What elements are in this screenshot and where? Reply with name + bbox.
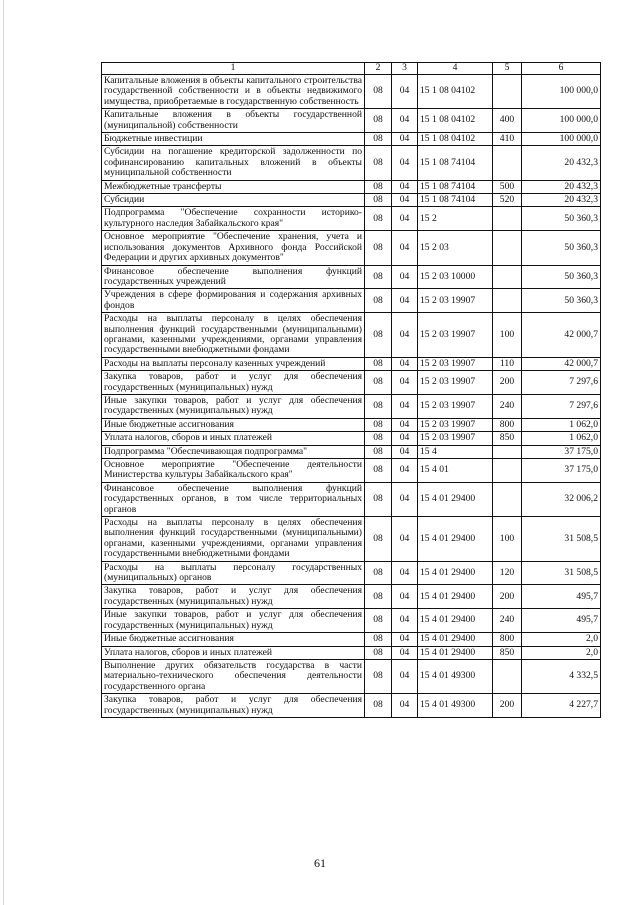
row-section: 08 — [365, 418, 392, 431]
scan-edge — [3, 0, 4, 905]
row-subsection: 04 — [392, 231, 418, 265]
row-section: 08 — [365, 561, 392, 585]
row-amount: 20 432,3 — [522, 194, 601, 207]
row-target-code: 15 1 08 04102 — [418, 109, 493, 133]
table-row — [102, 146, 601, 180]
table-row — [102, 75, 601, 109]
header-col-6: 6 — [522, 63, 601, 75]
table-row — [102, 289, 601, 313]
row-amount: 20 432,3 — [522, 180, 601, 193]
row-amount: 1 062,0 — [522, 432, 601, 445]
row-target-code: 15 1 08 74104 — [418, 194, 493, 207]
row-expense-type: 240 — [493, 394, 522, 418]
row-expense-type: 100 — [493, 517, 522, 562]
row-amount: 50 360,3 — [522, 207, 601, 231]
row-target-code: 15 4 01 29400 — [418, 561, 493, 585]
row-expense-type: 410 — [493, 133, 522, 146]
row-expense-type: 200 — [493, 371, 522, 395]
row-target-code: 15 4 01 29400 — [418, 633, 493, 646]
row-subsection: 04 — [392, 194, 418, 207]
row-target-code: 15 4 01 29400 — [418, 646, 493, 659]
row-name: Расходы на выплаты персоналу государственных (муниципальных) органов — [102, 561, 365, 585]
row-expense-type — [493, 659, 522, 693]
table-row — [102, 432, 601, 445]
row-name: Капитальные вложения в объекты государственной (муниципальной) собственности — [102, 109, 365, 133]
row-subsection: 04 — [392, 357, 418, 370]
row-amount: 50 360,3 — [522, 231, 601, 265]
row-subsection: 04 — [392, 646, 418, 659]
row-name: Капитальные вложения в объекты капитального строительства государственной собственности и в объекты недвижимого имущества, приобретаемые в государственную собственность — [102, 75, 365, 109]
row-expense-type: 200 — [493, 585, 522, 609]
row-section: 08 — [365, 146, 392, 180]
row-target-code: 15 2 03 19907 — [418, 432, 493, 445]
row-target-code: 15 2 03 19907 — [418, 289, 493, 313]
row-target-code: 15 2 03 19907 — [418, 313, 493, 358]
row-amount: 7 297,6 — [522, 371, 601, 395]
row-target-code: 15 2 03 10000 — [418, 265, 493, 289]
row-subsection: 04 — [392, 75, 418, 109]
row-name: Иные бюджетные ассигнования — [102, 633, 365, 646]
row-name: Финансовое обеспечение выполнения функций государственных органов, в том числе территориальных органов — [102, 482, 365, 516]
table-row — [102, 633, 601, 646]
row-subsection: 04 — [392, 180, 418, 193]
row-section: 08 — [365, 180, 392, 193]
header-col-5: 5 — [493, 63, 522, 75]
row-amount: 42 000,7 — [522, 357, 601, 370]
row-target-code: 15 4 01 — [418, 459, 493, 483]
row-expense-type — [493, 265, 522, 289]
table-row — [102, 659, 601, 693]
row-subsection: 04 — [392, 561, 418, 585]
row-section: 08 — [365, 75, 392, 109]
table-body — [102, 75, 601, 718]
row-expense-type — [493, 231, 522, 265]
row-expense-type — [493, 445, 522, 458]
header-col-2: 2 — [365, 63, 392, 75]
row-section: 08 — [365, 207, 392, 231]
table-row — [102, 694, 601, 718]
row-name: Учреждения в сфере формирования и содержания архивных фондов — [102, 289, 365, 313]
row-amount: 50 360,3 — [522, 289, 601, 313]
table-row — [102, 609, 601, 633]
row-expense-type: 200 — [493, 694, 522, 718]
row-subsection: 04 — [392, 109, 418, 133]
row-amount: 42 000,7 — [522, 313, 601, 358]
row-expense-type: 850 — [493, 432, 522, 445]
table-row — [102, 357, 601, 370]
header-col-3: 3 — [392, 63, 418, 75]
row-section: 08 — [365, 445, 392, 458]
row-subsection: 04 — [392, 432, 418, 445]
row-name: Субсидии на погашение кредиторской задолженности по софинансированию капитальных вложений в объекты муниципальной собственности — [102, 146, 365, 180]
row-section: 08 — [365, 459, 392, 483]
row-expense-type: 120 — [493, 561, 522, 585]
row-subsection: 04 — [392, 133, 418, 146]
row-section: 08 — [365, 659, 392, 693]
table-row — [102, 561, 601, 585]
table-row — [102, 133, 601, 146]
row-expense-type — [493, 75, 522, 109]
row-name: Иные закупки товаров, работ и услуг для обеспечения государственных (муниципальных) нужд — [102, 394, 365, 418]
row-expense-type: 800 — [493, 633, 522, 646]
table-row — [102, 394, 601, 418]
row-amount: 4 332,5 — [522, 659, 601, 693]
row-section: 08 — [365, 517, 392, 562]
row-section: 08 — [365, 109, 392, 133]
row-target-code: 15 2 — [418, 207, 493, 231]
row-expense-type: 850 — [493, 646, 522, 659]
table-row — [102, 207, 601, 231]
row-subsection: 04 — [392, 289, 418, 313]
table-row — [102, 517, 601, 562]
table-row — [102, 482, 601, 516]
row-name: Межбюджетные трансферты — [102, 180, 365, 193]
row-subsection: 04 — [392, 659, 418, 693]
row-name: Закупка товаров, работ и услуг для обеспечения государственных (муниципальных) нужд — [102, 371, 365, 395]
row-subsection: 04 — [392, 313, 418, 358]
row-target-code: 15 2 03 19907 — [418, 357, 493, 370]
row-section: 08 — [365, 194, 392, 207]
budget-table — [101, 62, 601, 718]
row-amount: 37 175,0 — [522, 459, 601, 483]
row-target-code: 15 4 — [418, 445, 493, 458]
row-name: Расходы на выплаты персоналу в целях обеспечения выполнения функций государственными (муниципальными) органами, казенными учреждениями, органами управления государственными внебюджетными фондами — [102, 313, 365, 358]
row-expense-type — [493, 289, 522, 313]
row-subsection: 04 — [392, 633, 418, 646]
row-name: Закупка товаров, работ и услуг для обеспечения государственных (муниципальных) нужд — [102, 585, 365, 609]
row-name: Субсидии — [102, 194, 365, 207]
header-col-1: 1 — [102, 63, 365, 75]
row-target-code: 15 4 01 29400 — [418, 609, 493, 633]
row-name: Подпрограмма "Обеспечивающая подпрограмма" — [102, 445, 365, 458]
row-name: Основное мероприятие "Обеспечение деятельности Министерства культуры Забайкальского края" — [102, 459, 365, 483]
row-section: 08 — [365, 432, 392, 445]
row-target-code: 15 2 03 19907 — [418, 418, 493, 431]
table-row — [102, 371, 601, 395]
row-section: 08 — [365, 609, 392, 633]
table-row — [102, 265, 601, 289]
row-target-code: 15 1 08 04102 — [418, 75, 493, 109]
row-target-code: 15 1 08 04102 — [418, 133, 493, 146]
row-expense-type: 110 — [493, 357, 522, 370]
row-name: Иные бюджетные ассигнования — [102, 418, 365, 431]
row-expense-type — [493, 459, 522, 483]
row-section: 08 — [365, 313, 392, 358]
row-section: 08 — [365, 133, 392, 146]
row-expense-type: 500 — [493, 180, 522, 193]
row-target-code: 15 4 01 29400 — [418, 517, 493, 562]
row-section: 08 — [365, 646, 392, 659]
row-target-code: 15 4 01 49300 — [418, 694, 493, 718]
row-name: Иные закупки товаров, работ и услуг для обеспечения государственных (муниципальных) нужд — [102, 609, 365, 633]
row-amount: 1 062,0 — [522, 418, 601, 431]
table-row — [102, 418, 601, 431]
row-name: Основное мероприятие "Обеспечение хранения, учета и использования документов Архивного фонда Российской Федерации и других архивных документов" — [102, 231, 365, 265]
row-name: Закупка товаров, работ и услуг для обеспечения государственных (муниципальных) нужд — [102, 694, 365, 718]
row-amount: 50 360,3 — [522, 265, 601, 289]
row-name: Финансовое обеспечение выполнения функций государственных учреждений — [102, 265, 365, 289]
row-expense-type: 400 — [493, 109, 522, 133]
table-row — [102, 313, 601, 358]
row-target-code: 15 4 01 29400 — [418, 585, 493, 609]
row-amount: 31 508,5 — [522, 561, 601, 585]
row-subsection: 04 — [392, 371, 418, 395]
row-amount: 32 006,2 — [522, 482, 601, 516]
row-expense-type — [493, 146, 522, 180]
row-expense-type: 520 — [493, 194, 522, 207]
row-target-code: 15 1 08 74104 — [418, 180, 493, 193]
table-row — [102, 194, 601, 207]
row-amount: 2,0 — [522, 633, 601, 646]
row-amount: 100 000,0 — [522, 133, 601, 146]
row-section: 08 — [365, 357, 392, 370]
row-subsection: 04 — [392, 207, 418, 231]
row-name: Бюджетные инвестиции — [102, 133, 365, 146]
row-amount: 37 175,0 — [522, 445, 601, 458]
row-expense-type: 240 — [493, 609, 522, 633]
row-section: 08 — [365, 289, 392, 313]
row-amount: 495,7 — [522, 585, 601, 609]
row-target-code: 15 4 01 29400 — [418, 482, 493, 516]
row-subsection: 04 — [392, 418, 418, 431]
row-expense-type — [493, 482, 522, 516]
row-subsection: 04 — [392, 459, 418, 483]
row-section: 08 — [365, 633, 392, 646]
header-col-4: 4 — [418, 63, 493, 75]
row-amount: 7 297,6 — [522, 394, 601, 418]
row-target-code: 15 2 03 19907 — [418, 394, 493, 418]
row-expense-type — [493, 207, 522, 231]
row-name: Уплата налогов, сборов и иных платежей — [102, 646, 365, 659]
row-subsection: 04 — [392, 394, 418, 418]
row-amount: 20 432,3 — [522, 146, 601, 180]
row-section: 08 — [365, 585, 392, 609]
table-row — [102, 646, 601, 659]
row-subsection: 04 — [392, 609, 418, 633]
table-row — [102, 445, 601, 458]
row-name: Уплата налогов, сборов и иных платежей — [102, 432, 365, 445]
row-amount: 495,7 — [522, 609, 601, 633]
row-amount: 4 227,7 — [522, 694, 601, 718]
row-section: 08 — [365, 482, 392, 516]
row-expense-type: 800 — [493, 418, 522, 431]
row-amount: 100 000,0 — [522, 109, 601, 133]
row-section: 08 — [365, 265, 392, 289]
page-number: 61 — [314, 856, 326, 870]
row-name: Расходы на выплаты персоналу в целях обеспечения выполнения функций государственными (муниципальными) органами, казенными учреждениями, органами управления государственными внебюджетными фондами — [102, 517, 365, 562]
table-row — [102, 180, 601, 193]
table-row — [102, 585, 601, 609]
row-section: 08 — [365, 394, 392, 418]
row-amount: 100 000,0 — [522, 75, 601, 109]
table-row — [102, 231, 601, 265]
row-amount: 2,0 — [522, 646, 601, 659]
row-subsection: 04 — [392, 694, 418, 718]
row-subsection: 04 — [392, 517, 418, 562]
table-row — [102, 459, 601, 483]
row-subsection: 04 — [392, 265, 418, 289]
row-subsection: 04 — [392, 482, 418, 516]
row-amount: 31 508,5 — [522, 517, 601, 562]
row-target-code: 15 1 08 74104 — [418, 146, 493, 180]
row-section: 08 — [365, 371, 392, 395]
row-subsection: 04 — [392, 445, 418, 458]
row-subsection: 04 — [392, 585, 418, 609]
table-header-row — [102, 63, 601, 75]
row-expense-type: 100 — [493, 313, 522, 358]
table-row — [102, 109, 601, 133]
row-section: 08 — [365, 694, 392, 718]
row-target-code: 15 2 03 — [418, 231, 493, 265]
row-name: Подпрограмма "Обеспечение сохранности историко-культурного наследия Забайкальского края" — [102, 207, 365, 231]
row-name: Выполнение других обязательств государства в части материально-технического обеспечения деятельности государственного органа — [102, 659, 365, 693]
row-subsection: 04 — [392, 146, 418, 180]
row-target-code: 15 4 01 49300 — [418, 659, 493, 693]
row-target-code: 15 2 03 19907 — [418, 371, 493, 395]
row-section: 08 — [365, 231, 392, 265]
row-name: Расходы на выплаты персоналу казенных учреждений — [102, 357, 365, 370]
